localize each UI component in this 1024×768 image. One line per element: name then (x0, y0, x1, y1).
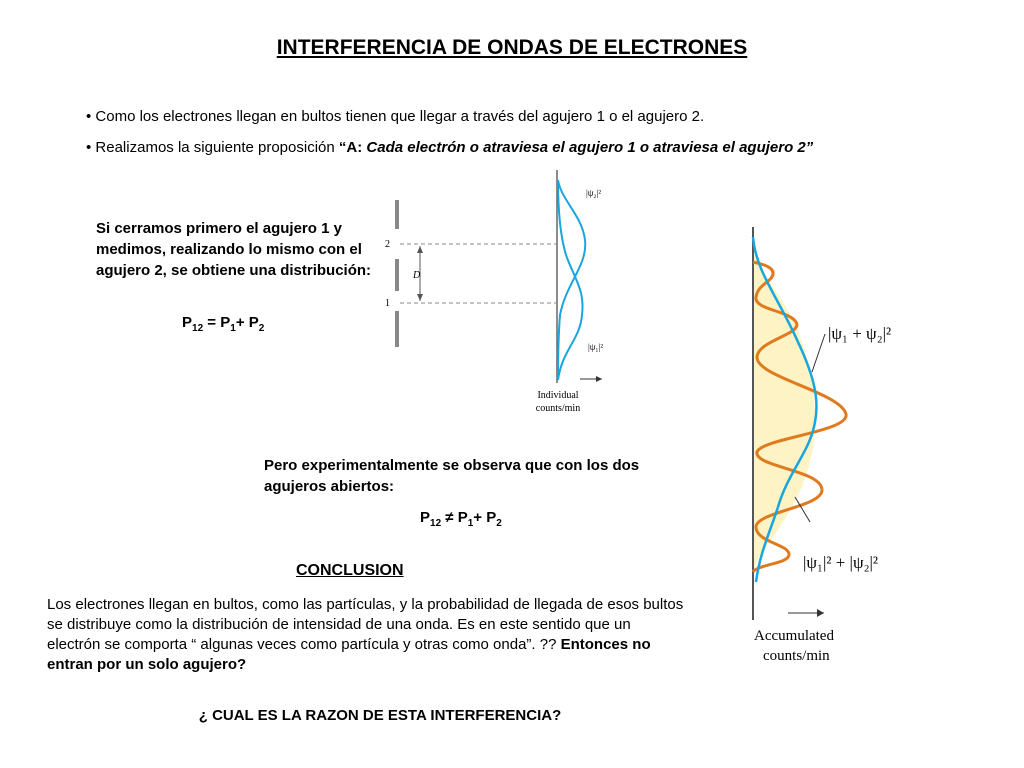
sep-label-leader (795, 497, 810, 522)
eq-part: ≠ P (441, 509, 468, 526)
eq-sub-12: 12 (192, 323, 204, 334)
single-hole-diagram (370, 165, 620, 415)
axis-label-line1-text: Accumulated (754, 628, 834, 644)
eq-sub-2: 2 (496, 518, 502, 529)
interference-diagram (700, 222, 915, 672)
conclusion-bold-text: Entonces no entran por un solo agujero? (47, 636, 651, 673)
axis-label-line1: Individual (537, 390, 579, 401)
psi1-label: |ψ₁|² (588, 342, 604, 352)
eq-sub-12: 12 (430, 518, 442, 529)
hole-1-label: 1 (385, 298, 390, 309)
bullet-proposition (86, 139, 813, 156)
counts-axis-arrowhead (596, 376, 602, 382)
psi2-label: |ψ₂|² (586, 188, 602, 198)
proposition-quote (339, 139, 813, 156)
sum-label: |ψ₁ + ψ₂|² (828, 324, 892, 343)
counts-axis-arrowhead (817, 609, 824, 617)
conclusion-body (47, 595, 687, 675)
interference-question: ¿ CUAL ES LA RAZON DE ESTA INTERFERENCIA? (198, 707, 562, 724)
equation-not-equal (420, 509, 502, 529)
eq-sub-2: 2 (258, 323, 265, 334)
bullet-electrons-holes: • Como los electrones llegan en bultos tienen que llegar a través del agujero 1 o el agujero 2. (86, 108, 705, 125)
sum-label-leader (812, 334, 825, 372)
page-title: INTERFERENCIA DE ONDAS DE ELECTRONES (276, 36, 748, 59)
axis-label-line1 (754, 628, 834, 644)
eq-part: + P (473, 509, 497, 526)
separate-probabilities-fill (753, 242, 815, 572)
closed-holes-paragraph: Si cerramos primero el agujero 1 y medimos, realizando lo mismo con el agujero 2, se obtiene una distribución: (96, 220, 372, 279)
eq-sub-1: 1 (230, 323, 236, 334)
psi2-curve (558, 180, 585, 380)
eq-sub-1: 1 (467, 518, 474, 529)
proposition-quote-lead: “A: (338, 139, 367, 156)
axis-label-line2: counts/min (535, 403, 581, 414)
eq-part: = P (203, 314, 231, 331)
conclusion-heading: CONCLUSION (296, 562, 404, 579)
proposition-quote-text: Cada electrón o atraviesa el agujero 1 o atraviesa el agujero 2” (366, 139, 814, 156)
axis-label-line2: counts/min (763, 648, 830, 664)
equation-sum (182, 314, 264, 334)
psi1-curve (558, 180, 583, 380)
bullet-proposition-prefix: • Realizamos la siguiente proposición (86, 139, 339, 156)
eq-symbol: P (420, 509, 431, 526)
eq-part: + P (235, 314, 259, 331)
hole-2-label: 2 (385, 239, 390, 250)
dimension-arrow-top (417, 246, 423, 253)
separate-sum-label: |ψ₁|² + |ψ₂|² (803, 553, 879, 572)
experimental-paragraph: Pero experimentalmente se observa que con los dos agujeros abiertos: (264, 457, 640, 495)
dimension-arrow-bottom (417, 294, 423, 301)
dimension-label: D (413, 270, 421, 281)
conclusion-text: Los electrones llegan en bultos, como las partículas, y la probabilidad de llegada de esos bultos se distribuye como la distribución de intensidad de una onda. Es en este sentido que un electrón se comporta “ algunas veces como partícula y otras como onda”. ?? (47, 596, 684, 653)
eq-symbol: P (182, 314, 193, 331)
